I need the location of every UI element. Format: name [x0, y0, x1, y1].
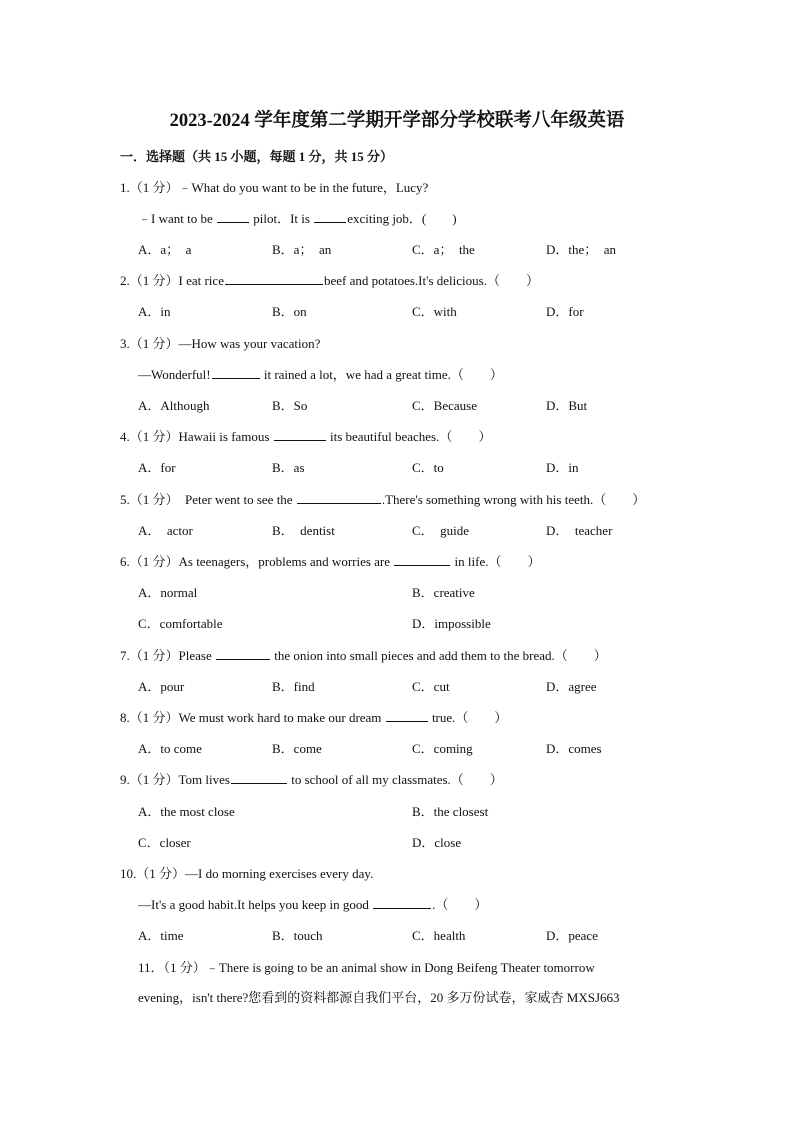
option-d[interactable]: D． teacher: [546, 523, 613, 538]
option-a[interactable]: A．pour: [138, 679, 185, 694]
question-2-stem: 2.（1 分）I eat rice beef and potatoes.It's delicious.（ ）: [120, 273, 539, 288]
option-a[interactable]: A．time: [138, 928, 184, 943]
option-c[interactable]: C．coming: [412, 741, 473, 756]
option-d[interactable]: D．close: [412, 835, 462, 850]
option-a[interactable]: A．in: [138, 304, 171, 319]
question-3-line2: —Wonderful! it rained a lot，we had a great time.（ ）: [138, 367, 503, 382]
question-5-stem: 5.（1 分） Peter went to see the .There's something wrong with his teeth.（ ）: [120, 492, 646, 507]
option-a[interactable]: A．a； a: [138, 242, 192, 257]
option-c[interactable]: C．health: [412, 928, 466, 943]
answer-blank[interactable]: [212, 366, 260, 379]
answer-blank[interactable]: [314, 210, 346, 223]
option-b[interactable]: B．on: [272, 304, 307, 319]
option-d[interactable]: D．peace: [546, 928, 598, 943]
option-c[interactable]: C．a； the: [412, 242, 475, 257]
option-b[interactable]: B．So: [272, 398, 308, 413]
option-b[interactable]: B．find: [272, 679, 315, 694]
answer-blank[interactable]: [216, 647, 270, 660]
option-a[interactable]: A．normal: [138, 585, 198, 600]
option-d[interactable]: D．comes: [546, 741, 602, 756]
question-3-stem: 3.（1 分）—How was your vacation?: [120, 336, 321, 351]
answer-blank[interactable]: [231, 771, 287, 784]
question-1-stem: 1.（1 分）﹣What do you want to be in the future，Lucy?: [120, 180, 429, 195]
option-b[interactable]: B． dentist: [272, 523, 335, 538]
option-c[interactable]: C．closer: [138, 835, 191, 850]
answer-blank[interactable]: [386, 709, 428, 722]
option-d[interactable]: D．agree: [546, 679, 597, 694]
answer-blank[interactable]: [394, 553, 450, 566]
option-b[interactable]: B．touch: [272, 928, 323, 943]
option-c[interactable]: C．to: [412, 460, 444, 475]
option-b[interactable]: B．come: [272, 741, 322, 756]
option-c[interactable]: C．Because: [412, 398, 477, 413]
option-d[interactable]: D．in: [546, 460, 579, 475]
question-8-stem: 8.（1 分）We must work hard to make our dream true.（ ）: [120, 710, 508, 725]
option-a[interactable]: A． actor: [138, 523, 193, 538]
option-d[interactable]: D．But: [546, 398, 588, 413]
option-b[interactable]: B．as: [272, 460, 305, 475]
option-d[interactable]: D．for: [546, 304, 584, 319]
question-9-stem: 9.（1 分）Tom lives to school of all my classmates.（ ）: [120, 772, 503, 787]
section-heading: 一．选择题（共 15 小题，每题 1 分，共 15 分）: [120, 149, 394, 164]
option-c[interactable]: C．with: [412, 304, 457, 319]
answer-blank[interactable]: [297, 491, 381, 504]
question-11-line2: evening，isn't there?您看到的资料都源自我们平台，20 多万份试卷，家威杏 MXSJ663: [138, 990, 620, 1005]
option-a[interactable]: A．the most close: [138, 804, 235, 819]
option-b[interactable]: B．a； an: [272, 242, 332, 257]
question-11-line1: 11．（1 分）﹣There is going to be an animal show in Dong Beifeng Theater tomorrow: [138, 960, 595, 975]
option-d[interactable]: D．impossible: [412, 616, 491, 631]
option-c[interactable]: C．comfortable: [138, 616, 223, 631]
option-d[interactable]: D．the； an: [546, 242, 617, 257]
question-6-stem: 6.（1 分）As teenagers，problems and worries are in life.（ ）: [120, 554, 541, 569]
question-10-stem: 10.（1 分）—I do morning exercises every day.: [120, 866, 374, 881]
page-title: 2023-2024 学年度第二学期开学部分学校联考八年级英语: [169, 111, 625, 131]
question-10-line2: —It's a good habit.It helps you keep in good .（ ）: [138, 897, 488, 912]
question-7-stem: 7.（1 分）Please the onion into small pieces and add them to the bread.（ ）: [120, 648, 607, 663]
option-a[interactable]: A．for: [138, 460, 176, 475]
option-b[interactable]: B．creative: [412, 585, 475, 600]
option-a[interactable]: A．Although: [138, 398, 210, 413]
option-c[interactable]: C． guide: [412, 523, 470, 538]
option-c[interactable]: C．cut: [412, 679, 450, 694]
option-b[interactable]: B．the closest: [412, 804, 489, 819]
option-a[interactable]: A．to come: [138, 741, 202, 756]
answer-blank[interactable]: [274, 428, 326, 441]
question-4-stem: 4.（1 分）Hawaii is famous its beautiful beaches.（ ）: [120, 429, 492, 444]
answer-blank[interactable]: [373, 896, 431, 909]
answer-blank[interactable]: [217, 210, 249, 223]
question-1-line2: ﹣I want to be pilot．It is exciting job．( ): [138, 211, 457, 226]
answer-blank[interactable]: [225, 272, 323, 285]
